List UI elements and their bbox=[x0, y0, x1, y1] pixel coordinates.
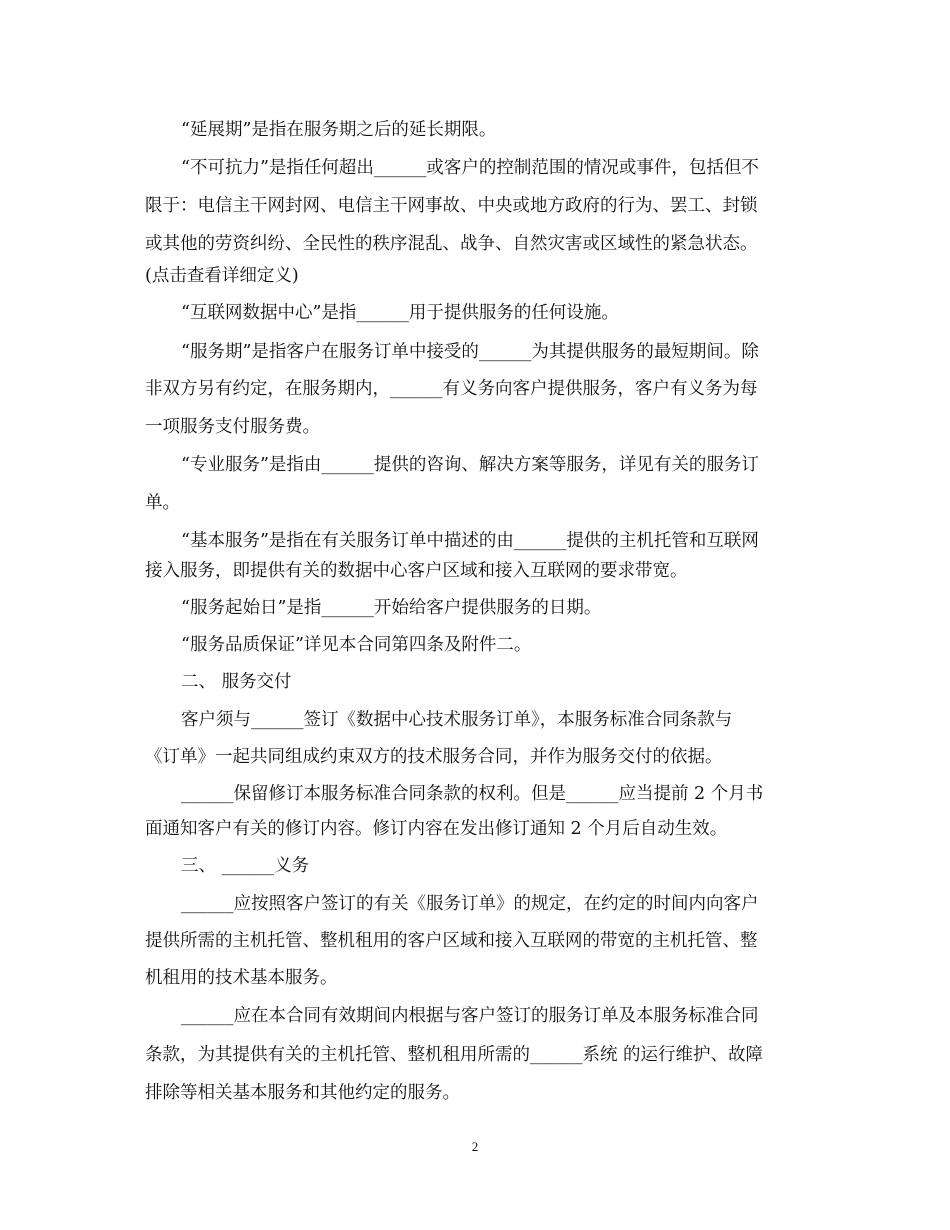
paragraph-line: “不可抗力”是指任何超出______或客户的控制范围的情况或事件，包括但不 bbox=[181, 158, 759, 178]
paragraph-line: “基本服务”是指在有关服务订单中描述的由______提供的主机托管和互联网 bbox=[181, 531, 759, 551]
paragraph-line: 排除等相关基本服务和其他约定的服务。 bbox=[145, 1083, 460, 1103]
paragraph-line: 限于：电信主干网封网、电信主干网事故、中央或地方政府的行为、罢工、封锁 bbox=[145, 196, 758, 216]
paragraph-line: “服务期”是指客户在服务订单中接受的______为其提供服务的最短期间。除 bbox=[181, 342, 759, 362]
paragraph-line: ______保留修订本服务标准合同条款的权利。但是______应当提前 2 个月书 bbox=[181, 784, 764, 804]
section-heading: 二、 服务交付 bbox=[181, 672, 292, 692]
paragraph-line: 提供所需的主机托管、整机租用的客户区域和接入互联网的带宽的主机托管、整 bbox=[145, 931, 758, 951]
paragraph-line: ______应在本合同有效期间内根据与客户签订的服务订单及本服务标准合同 bbox=[181, 1006, 759, 1026]
page-number: 2 bbox=[471, 1139, 479, 1154]
paragraph-line: (点击查看详细定义) bbox=[145, 266, 299, 286]
paragraph-line: “互联网数据中心”是指______用于提供服务的任何设施。 bbox=[181, 303, 619, 323]
paragraph-line: 条款，为其提供有关的主机托管、整机租用所需的______系统 的运行维护、故障 bbox=[145, 1045, 764, 1065]
paragraph-line: “专业服务”是指由______提供的咨询、解决方案等服务，详见有关的服务订 bbox=[181, 455, 759, 475]
paragraph-line: 或其他的劳资纠纷、全民性的秩序混乱、战争、自然灾害或区域性的紧急状态。 bbox=[145, 234, 758, 254]
paragraph-line: “延展期”是指在服务期之后的延长期限。 bbox=[181, 120, 497, 140]
paragraph-line: 客户须与______签订《数据中心技术服务订单》，本服务标准合同条款与 bbox=[181, 710, 733, 730]
paragraph-line: 非双方另有约定，在服务期内，______有义务向客户提供服务，客户有义务为每 bbox=[145, 379, 758, 399]
paragraph-line: 机租用的技术基本服务。 bbox=[145, 968, 338, 988]
section-heading: 三、 ______义务 bbox=[181, 856, 310, 876]
paragraph-line: 单。 bbox=[145, 493, 180, 513]
paragraph-line: “服务起始日”是指______开始给客户提供服务的日期。 bbox=[181, 598, 602, 618]
paragraph-line: “服务品质保证”详见本合同第四条及附件二。 bbox=[181, 635, 532, 655]
paragraph-line: 一项服务支付服务费。 bbox=[145, 417, 320, 437]
paragraph-line: 面通知客户有关的修订内容。修订内容在发出修订通知 2 个月后自动生效。 bbox=[145, 819, 728, 839]
paragraph-line: 接入服务，即提供有关的数据中心客户区域和接入互联网的要求带宽。 bbox=[145, 561, 688, 581]
paragraph-line: ______应按照客户签订的有关《服务订单》的规定，在约定的时间内向客户 bbox=[181, 894, 759, 914]
paragraph-line: 《订单》一起共同组成约束双方的技术服务合同，并作为服务交付的依据。 bbox=[145, 747, 723, 767]
